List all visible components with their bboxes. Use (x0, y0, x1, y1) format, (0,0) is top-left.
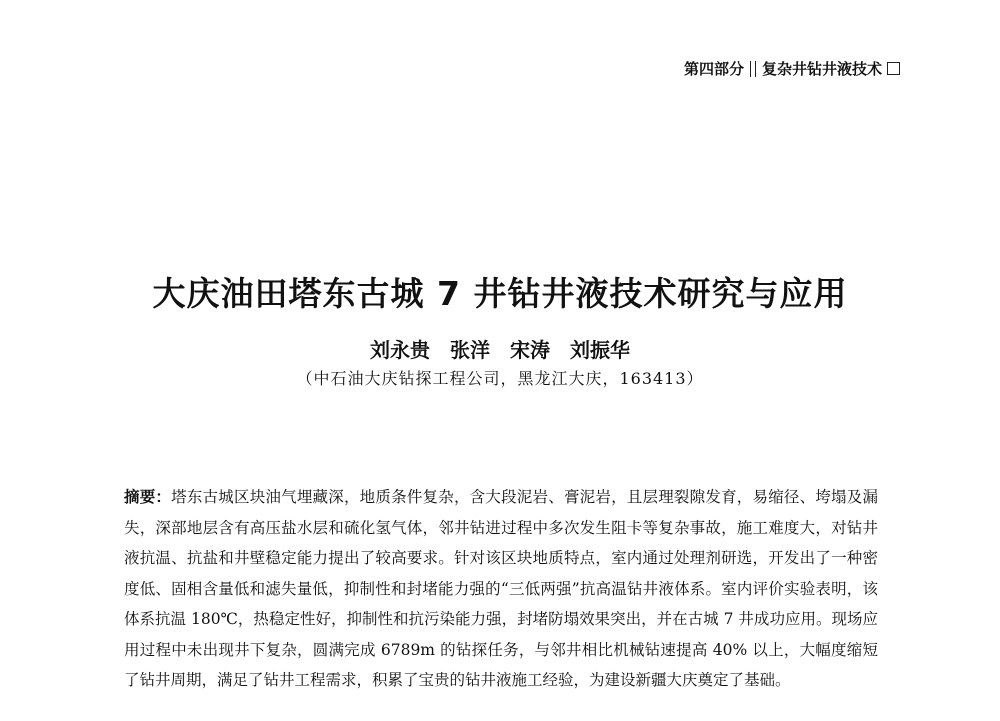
paper-affiliation: （中石油大庆钻探工程公司，黑龙江大庆，163413） (296, 369, 704, 388)
header-topic: 复杂井钻井液技术 (761, 60, 882, 78)
abstract-label: 摘要： (124, 487, 172, 506)
header-separator (750, 61, 756, 77)
abstract-text: 塔东古城区块油气埋藏深，地质条件复杂，含大段泥岩、膏泥岩，且层理裂隙发育，易缩径、垮塌及漏失，深部地层含有高压盐水层和硫化氢气体，邻井钻进过程中多次发生阻卡等复杂事故，施工难度大，对钻井液抗温、抗盐和井壁稳定能力提出了较高要求。针对该区块地质特点，室内通过处理剂研选，开发出了一种密度低、固相含量低和滤失量低，抑制性和封堵能力强的“三低两强”抗高温钻井液体系。室内评价实验表明，该体系抗温 180℃，热稳定性好，抑制性和抗污染能力强，封堵防塌效果突出，并在古城 7 井成功应用。现场应用过程中未出现井下复杂，圆满完成 6789m 的钻探任务，与邻井相比机械钻速提高 40% 以上，大幅度缩短了钻井周期，满足了钻井工程需求，积累了宝贵的钻井液施工经验，为建设新疆大庆奠定了基础。 (124, 488, 878, 689)
paper-title: 大庆油田塔东古城 7 井钻井液技术研究与应用 (152, 274, 848, 313)
abstract (124, 482, 878, 696)
box-icon (887, 62, 900, 75)
running-header (684, 58, 900, 79)
paper-authors: 刘永贵 张洋 宋涛 刘振华 (370, 338, 630, 362)
header-section: 第四部分 (683, 60, 744, 78)
